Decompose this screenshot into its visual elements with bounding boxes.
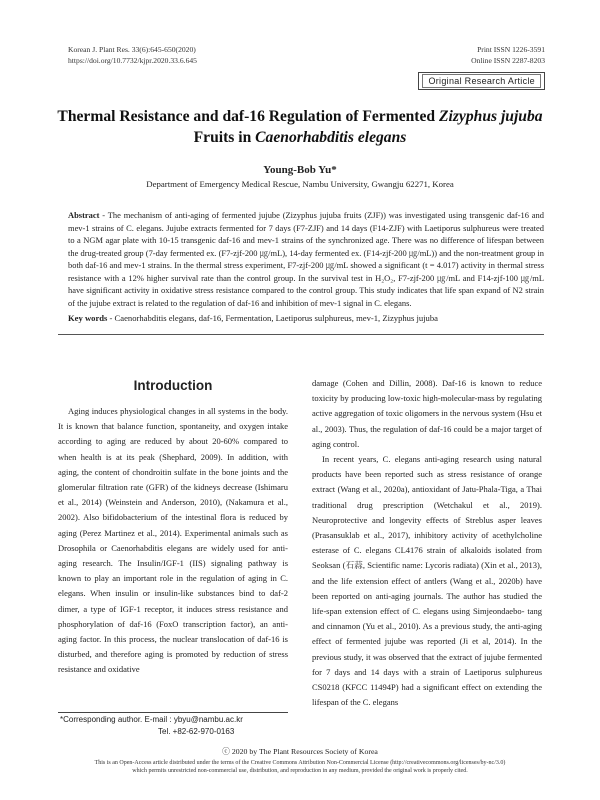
corresponding-phone: Tel. +82-62-970-0163 xyxy=(158,727,235,736)
author-affiliation: Department of Emergency Medical Rescue, Nambu University, Gwangju 62271, Korea xyxy=(146,179,454,189)
intro-paragraph: In recent years, C. elegans anti-aging research using natural products have been reported such as stress resistance of orange extract (Wang et al., 2020a), antioxidant of Jatu-Phala-Tiga, a Thai traditional drug prescription (Wetchakul et al., 2019). Neuroprotective and longevity effects of Streblus asper leaves (Prasansuklab et al., 2017), inhibitory activity of acethylcholine esterase of C. elegans CL4176 strain of alkaloids isolated from Seoksan (石蒜, Scientific name: Lycoris radiata) (Xin et al., 2013), and the life extension effect of antlers (Wang et al., 2020b) have been reported on anti-aging journals. The author has studied the life-span extension effect of C. elegans using Simjeondaebo- tang and cinnamon (Yu et al., 2010). As a previous study, the anti-aging effect of fermented jujube was reported (Ji et al, 2014). In the previous study, it was observed that the extract of jujube fermented for 7 days and 14 days with a strain of Laetiporus sulphureus CS0218 (KFCC 11494P) had a significant effect on extending the lifespan of the C. elegans xyxy=(312,454,542,708)
title-part: Thermal Resistance and daf-16 Regulation of Fermented xyxy=(57,108,439,125)
paper-title xyxy=(40,106,560,148)
doi-link[interactable]: https://doi.org/10.7732/kjpr.2020.33.6.645 xyxy=(68,56,197,65)
print-issn: Print ISSN 1226-3591 xyxy=(477,45,545,54)
title-species: Zizyphus jujuba xyxy=(439,108,543,125)
online-issn: Online ISSN 2287-8203 xyxy=(471,56,545,65)
keywords-label: Key words xyxy=(68,313,108,323)
abstract-text: - The mechanism of anti-aging of fermented jujube (Zizyphus jujuba fruits (ZJF)) was investigated using transgenic daf-16 and mev-1 strains of C. elegans. Jujube extracts fermented for 7 days (F7-ZJF) and 14 days (F14-ZJF) with Laetiporus sulphureus were treated to a NGM agar plate with 10-15 transgenic daf-16 and mev-1 strains of the synchronized age. There was no difference of lifespan between the drug-treated group (7-day fermented ex. (F7-zjf-200 ㎍/mL), 14-day fermented ex. (F14-zjf-200 ㎍/mL)) and the non-treatment group in both daf-16 and mev-1 strains. In the thermal stress experiment, F7-zjf-200 ㎍/mL showed a significant (t = 4.017) activity in thermal stress resistance with a 12% higher survival rate than the control group. In the survival test in H₂O₂, F7-zjf-200 ㎍/mL and F14-zjf-100 ㎍/mL have significant activity in oxidative stress resistance compared to the control group. This study indicates that life span expand of N2 strain of the jujube extract is related to the regulation of daf-16 and inhibition of mev-1 signal in C. elegans. xyxy=(68,210,544,308)
introduction-heading: Introduction xyxy=(133,378,213,393)
keywords xyxy=(68,312,544,324)
article-type-label: Original Research Article xyxy=(422,74,541,88)
abstract-label: Abstract xyxy=(68,210,100,220)
journal-citation: Korean J. Plant Res. 33(6):645-650(2020) xyxy=(68,45,196,54)
section-divider xyxy=(58,334,544,335)
left-column xyxy=(58,404,288,678)
abstract xyxy=(68,209,544,309)
right-column xyxy=(312,376,542,710)
title-part: Fruits in xyxy=(193,129,256,146)
license-line: This is an Open-Access article distributed under the terms of the Creative Commons Attribution Non-Commercial License (http://creativecommons.org/licenses/by-nc/3.0) xyxy=(94,760,506,766)
copyright-notice: ⓒ 2020 by The Plant Resources Society of Korea xyxy=(222,747,378,756)
corresponding-author xyxy=(60,714,243,738)
intro-paragraph: damage (Cohen and Dillin, 2008). Daf-16 is known to reduce toxicity by producing low-toxic high-molecular-mass by regulating active aggregation of toxic oligomers in the nervous system (Hsu et al., 2003). Thus, the regulation of daf-16 could be a major target of aging control. xyxy=(312,378,542,449)
license-notice xyxy=(40,760,560,775)
journal-header xyxy=(68,44,197,66)
footnote-divider xyxy=(58,712,288,713)
author-name: Young-Bob Yu* xyxy=(263,164,337,176)
corresponding-email[interactable]: *Corresponding author. E-mail : ybyu@nambu.ac.kr xyxy=(60,715,243,724)
article-type-badge xyxy=(418,72,545,90)
intro-paragraph: Aging induces physiological changes in all systems in the body. It is known that balance function, spontaneity, and oxygen intake according to aging are reduced by about 20-60% compared to when health is at its peak (Shephard, 2009). In addition, with aging, the content of chondroitin sulfate in the bone joints and the glomerular filtration rate (GFR) of the kidneys decrease (Ishimaru et al., 2014) (Weinstein and Anderson, 2010), (Nakamura et al., 2002). Also bifidobacterium of the intestinal flora is reduced by aging (Perez Martinez et al., 2014). Experimental animals such as Drosophila or Caenorhabditis elegans are widely used for anti-aging research. The Insulin/IGF-1 (IIS) signaling pathway is known to play an important role in the regulation of aging in C. elegans. When insulin or insulin-like substances bind to daf-2 dimer, a type of IGF-1 receptor, it induces stress resistance and phosphorylation of daf-16 (FoxO transcription factor), an anti-aging factor. In this process, the nuclear translocation of daf-16 is disturbed, and therefore aging is promoted by reduction of stress resistance and oxidative xyxy=(58,406,288,675)
issn-header xyxy=(471,44,545,66)
license-line: which permits unrestricted non-commercial use, distribution, and reproduction in any medium, provided the original work is properly cited. xyxy=(132,767,468,774)
keywords-text: - Caenorhabditis elegans, daf-16, Fermentation, Laetiporus sulphureus, mev-1, Zizyphus jujuba xyxy=(107,313,438,323)
title-organism: Caenorhabditis elegans xyxy=(255,129,407,146)
